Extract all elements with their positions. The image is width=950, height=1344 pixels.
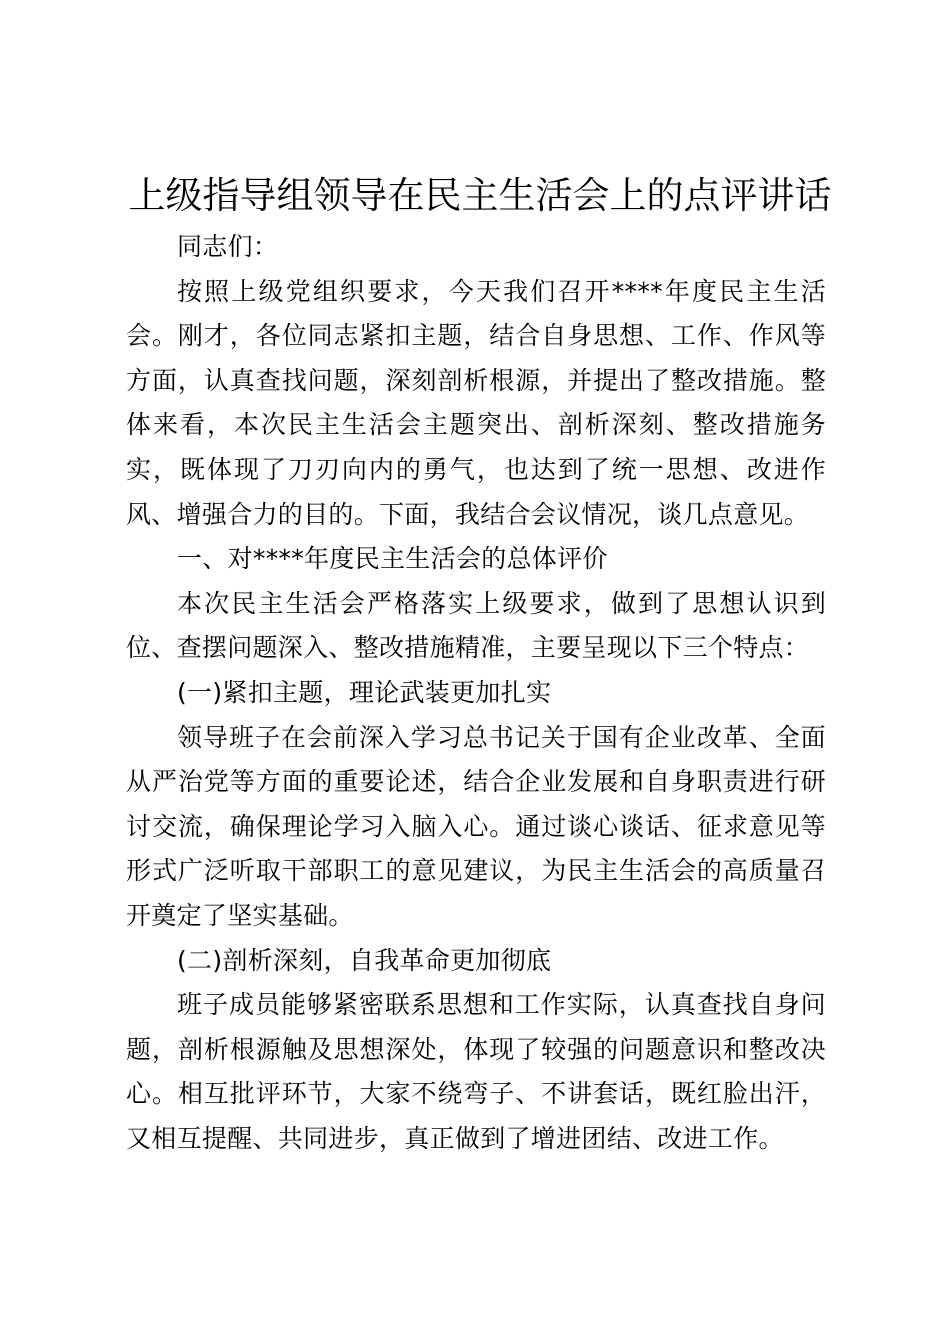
document-title: 上级指导组领导在民主生活会上的点评讲话	[128, 174, 832, 217]
paragraph-overview: 本次民主生活会严格落实上级要求，做到了思想认识到位、查摆问题深入、整改措施精准，主要呈现以下三个特点：	[126, 588, 826, 663]
section-heading-1: 一、对****年度民主生活会的总体评价	[177, 544, 608, 574]
subheading-2: (二)剖析深刻，自我革命更加彻底	[177, 945, 552, 975]
paragraph-subsection-1: 领导班子在会前深入学习总书记关于国有企业改革、全面从严治党等方面的重要论述，结合企业发展和自身职责进行研讨交流，确保理论学习入脑入心。通过谈心谈话、征求意见等形式广泛听取干部职工的意见建议，为民主生活会的高质量召开奠定了坚实基础。	[126, 722, 826, 930]
subheading-1: (一)紧扣主题，理论武装更加扎实	[177, 677, 552, 707]
paragraph-subsection-2: 班子成员能够紧密联系思想和工作实际，认真查找自身问题，剖析根源触及思想深处，体现了较强的问题意识和整改决心。相互批评环节，大家不绕弯子、不讲套话，既红脸出汗，又相互提醒、共同进步，真正做到了增进团结、改进工作。	[126, 990, 826, 1153]
paragraph-intro: 按照上级党组织要求，今天我们召开****年度民主生活会。刚才，各位同志紧扣主题，结合自身思想、工作、作风等方面，认真查找问题，深刻剖析根源，并提出了整改措施。整体来看，本次民主生活会主题突出、剖析深刻、整改措施务实，既体现了刀刃向内的勇气，也达到了统一思想、改进作风、增强合力的目的。下面，我结合会议情况，谈几点意见。	[126, 276, 826, 529]
salutation: 同志们：	[177, 232, 279, 261]
document-body	[126, 225, 826, 1161]
